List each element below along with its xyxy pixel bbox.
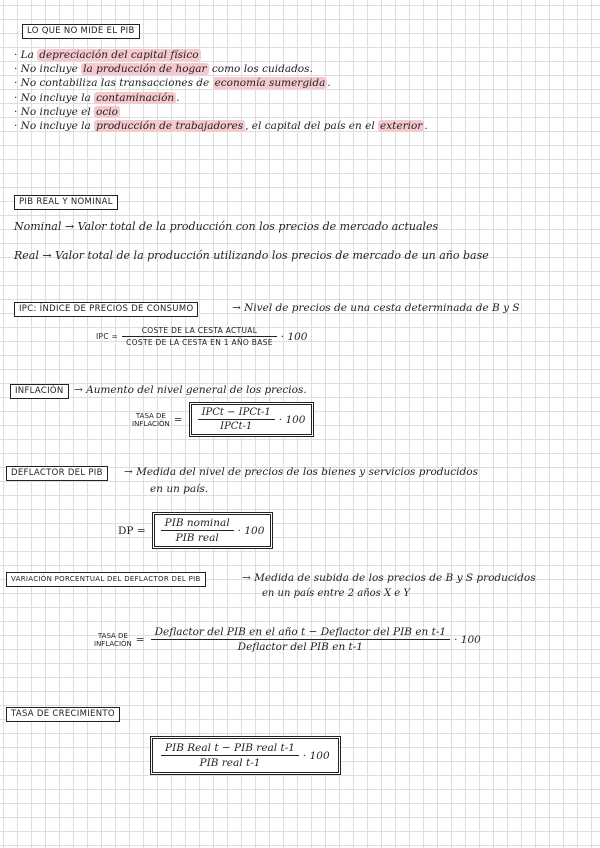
variacion-numerator: Deflactor del PIB en el año t − Deflactor del PIB en t-1: [151, 626, 451, 640]
inflacion-formula-box: [189, 402, 315, 437]
crecimiento-heading: TASA DE CRECIMIENTO: [6, 707, 120, 722]
ipc-fraction: [122, 326, 277, 347]
variacion-denominator: Deflactor del PIB en t-1: [237, 641, 363, 653]
crecimiento-denominator: PIB real t-1: [199, 757, 261, 769]
deflactor-formula-lhs: DP =: [118, 524, 146, 537]
deflactor-formula-box: [152, 512, 274, 549]
variacion-equals: =: [135, 633, 145, 646]
deflactor-fraction: [161, 517, 234, 544]
inflacion-numerator: IPCt − IPCt-1: [198, 407, 275, 420]
ipc-definition: → Nivel de precios de una cesta determinada de B y S: [232, 302, 520, 314]
deflactor-multiplier: · 100: [237, 524, 265, 537]
crecimiento-formula-box: [150, 736, 341, 775]
inflacion-multiplier: · 100: [278, 413, 306, 426]
bullet-list: [14, 48, 428, 133]
list-item: · No incluye la producción de trabajadores , el capital del país en el exterior .: [14, 120, 428, 133]
deflactor-heading: DEFLACTOR DEL PIB: [6, 466, 108, 481]
crecimiento-formula: [150, 736, 341, 775]
deflactor-definition-2: en un país.: [150, 483, 209, 495]
variacion-definition-2: en un país entre 2 años X e Y: [262, 588, 410, 599]
variacion-heading: VARIACIÓN PORCENTUAL DEL DEFLACTOR DEL PIB: [6, 572, 206, 587]
ipc-formula-lhs: IPC =: [96, 332, 119, 341]
list-item: · No incluye la producción de hogar como los cuidados.: [14, 63, 313, 76]
inflacion-equals: =: [173, 413, 183, 426]
deflactor-formula: [118, 512, 273, 549]
variacion-formula-lhs: TASA DE INFLACIÓN: [94, 631, 132, 648]
nominal-definition: Nominal → Valor total de la producción con los precios de mercado actuales: [14, 220, 439, 233]
ipc-formula: [96, 326, 307, 347]
inflacion-heading: INFLACIÓN: [10, 384, 69, 399]
deflactor-numerator: PIB nominal: [161, 517, 234, 531]
inflacion-formula: [132, 402, 314, 437]
crecimiento-fraction: [161, 742, 299, 769]
inflacion-definition: → Aumento del nivel general de los precios.: [74, 384, 307, 396]
variacion-multiplier: · 100: [454, 633, 481, 646]
list-item: · La depreciación del capital físico: [14, 49, 199, 61]
variacion-definition-1: → Medida de subida de los precios de B y S producidos: [242, 572, 536, 584]
inflacion-formula-lhs: TASA DE INFLACIÓN: [132, 411, 170, 428]
list-item: · No contabiliza las transacciones de economía sumergida .: [14, 77, 331, 90]
ipc-heading: IPC: ÍNDICE DE PRECIOS DE CONSUMO: [14, 302, 198, 317]
inflacion-denominator: IPCt-1: [220, 421, 253, 432]
pib-real-nominal-heading: PIB REAL Y NOMINAL: [14, 195, 118, 210]
crecimiento-multiplier: · 100: [302, 749, 330, 762]
ipc-multiplier: · 100: [280, 330, 308, 343]
list-item: · No incluye la contaminación .: [14, 91, 180, 104]
inflacion-fraction: [198, 407, 275, 432]
list-item: · No incluye el ocio: [14, 105, 118, 118]
crecimiento-numerator: PIB Real t − PIB real t-1: [161, 742, 299, 756]
variacion-formula: [94, 626, 481, 653]
deflactor-denominator: PIB real: [175, 532, 219, 544]
page-title: LO QUE NO MIDE EL PIB: [22, 24, 140, 39]
variacion-fraction: [151, 626, 451, 653]
deflactor-definition-1: → Medida del nivel de precios de los bienes y servicios producidos: [124, 466, 478, 478]
ipc-denominator: COSTE DE LA CESTA EN 1 AÑO BASE: [126, 338, 273, 347]
real-definition: Real → Valor total de la producción utilizando los precios de mercado de un año base: [14, 249, 489, 262]
ipc-numerator: COSTE DE LA CESTA ACTUAL: [122, 326, 277, 337]
